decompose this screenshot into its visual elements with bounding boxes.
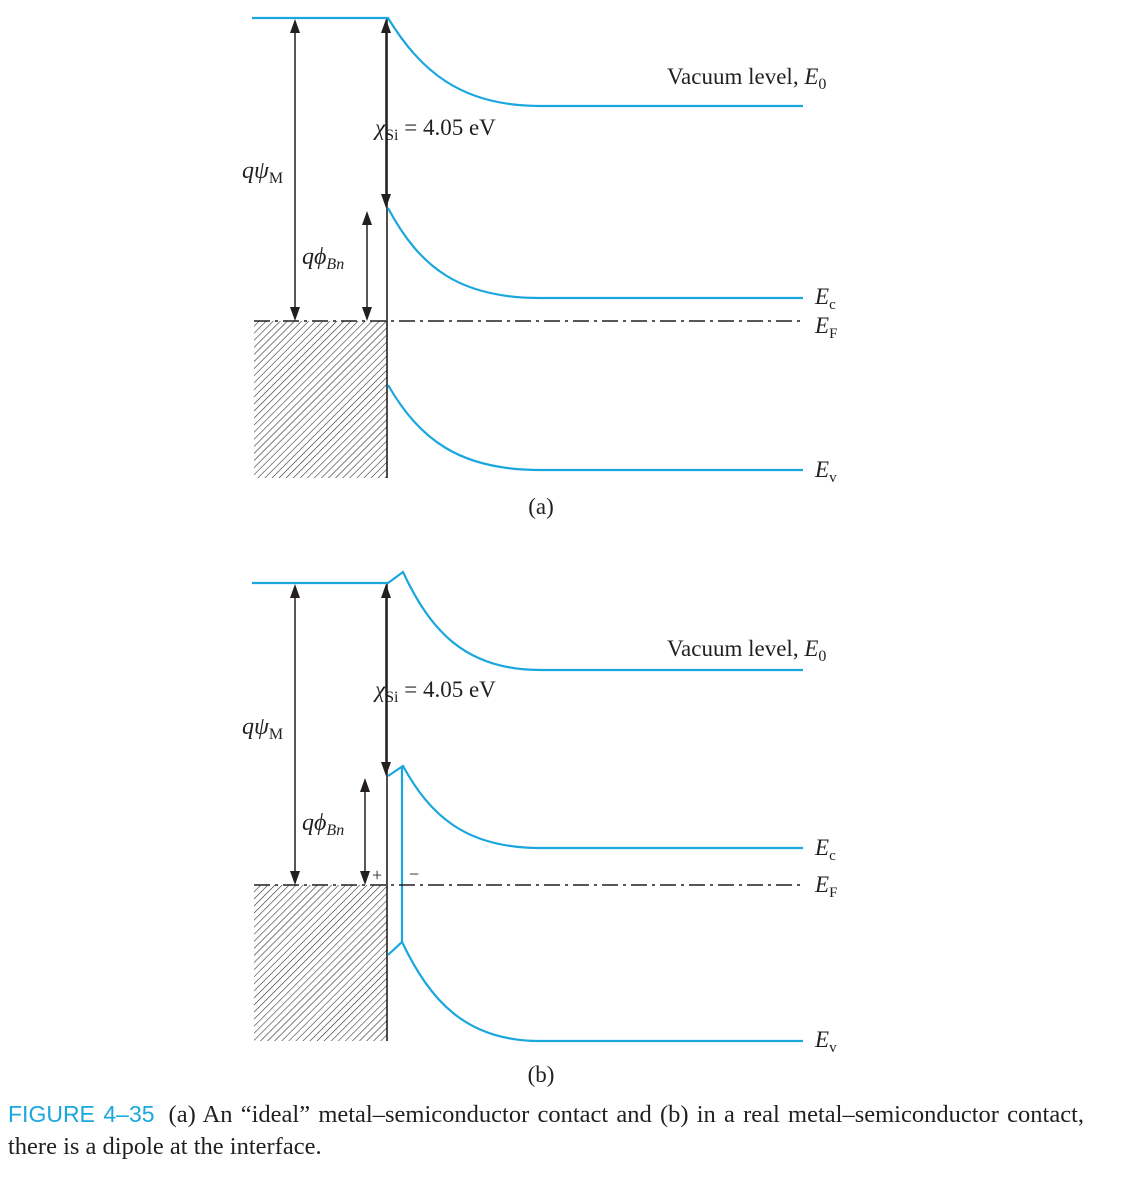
vacuum-level-line-a [252,18,803,106]
conduction-band-line-b [388,766,803,848]
metal-region-a [254,321,387,478]
valence-band-line-a [388,385,803,470]
panel-label-b: (b) [527,1062,555,1087]
ec-label-a: $E_c$ [815,284,836,313]
ev-label-b: $E_v$ [815,1027,837,1056]
psi-m-label-b: $q\psi_M$ [242,714,284,743]
ev-label-a: $E_v$ [815,457,837,486]
panel-b [242,572,837,1087]
phi-bn-label-b: $q\phi_{Bn}$ [302,810,345,839]
chi-si-arrow-a [381,19,391,208]
phi-bn-arrow-b [360,778,370,885]
conduction-band-line-a [388,208,803,298]
dipole-plus-sign: + [372,865,383,885]
caption-text: (a) An “ideal” metal–semiconductor contact and (b) in a real metal–semiconductor contact, there is a dipole at the interface. [8,1101,1085,1160]
valence-band-line-b [388,942,803,1041]
figure-caption [8,1098,1084,1163]
psi-m-label-a: $q\psi_M$ [242,158,284,187]
panel-label-a: (a) [528,494,554,519]
dipole-minus-sign: − [409,864,420,884]
vacuum-level-label-b: Vacuum level, $E_0$ [667,636,827,665]
phi-bn-label-a: $q\phi_{Bn}$ [302,244,345,273]
ef-label-a: $E_F$ [815,313,838,342]
chi-si-label-b: $\chi_{Si} = 4.05$ eV [375,677,496,706]
ef-label-b: $E_F$ [815,872,838,901]
psi-m-arrow-a [290,19,300,321]
metal-region-b [254,885,387,1041]
phi-bn-arrow-a [362,211,372,321]
figure-label: FIGURE 4–35 [8,1101,155,1127]
ec-label-b: $E_c$ [815,835,836,864]
chi-si-label-a: $\chi_{Si} = 4.05$ eV [375,115,496,144]
panel-a [242,18,837,519]
psi-m-arrow-b [290,584,300,885]
vacuum-level-label-a: Vacuum level, $E_0$ [667,64,827,93]
